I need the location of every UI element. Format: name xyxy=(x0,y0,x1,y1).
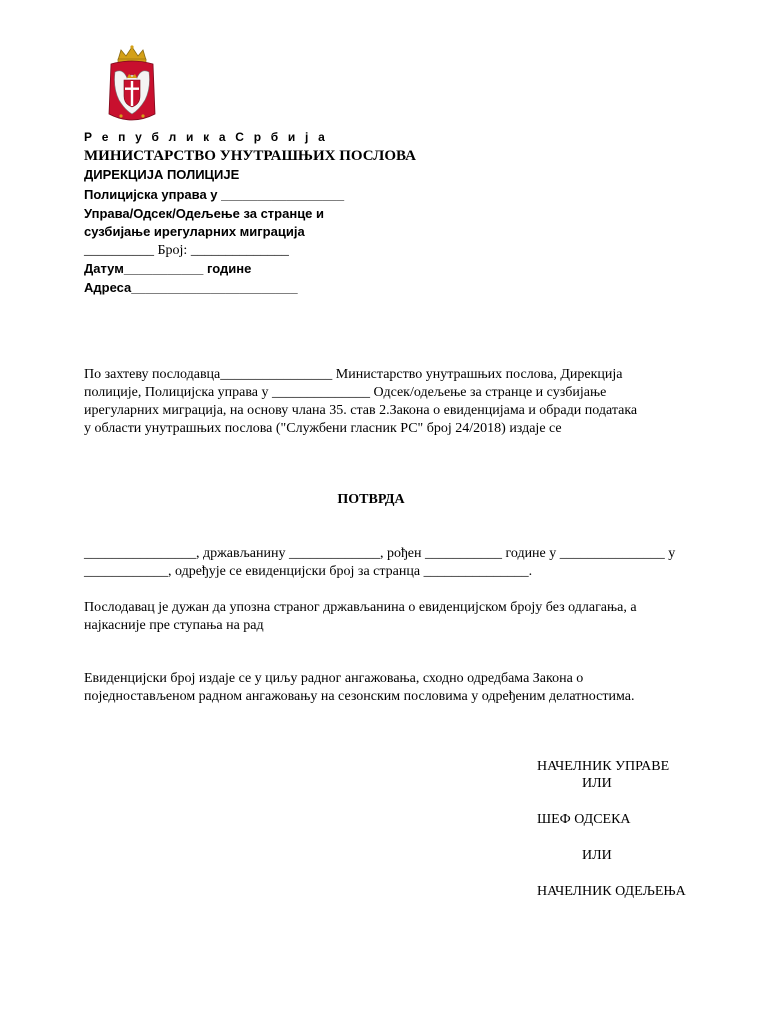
obligation-line: најкасније пре ступања на рад xyxy=(84,618,264,633)
coat-of-arms-icon xyxy=(105,44,159,130)
signature-chief-department: НАЧЕЛНИК ОДЕЉЕЊА xyxy=(537,884,686,899)
republic-label: Р е п у б л и к а С р б и ј а xyxy=(84,130,328,144)
directorate-label: ДИРЕКЦИЈА ПОЛИЦИЈЕ xyxy=(84,167,240,182)
intro-line: у области унутрашњих послова ("Службени гласник РС" број 24/2018) издаје се xyxy=(84,421,562,436)
purpose-paragraph xyxy=(84,670,689,706)
intro-line: По захтеву послодавца________________ Министарство унутрашњих послова, Дирекција xyxy=(84,367,623,382)
obligation-paragraph xyxy=(84,599,689,635)
address-field: Адреса_______________________ xyxy=(84,280,298,295)
obligation-line: Послодавац је дужан да упозна страног држављанина о евиденцијском броју без одлагања, а xyxy=(84,600,637,615)
signature-or-1: ИЛИ xyxy=(582,776,612,791)
purpose-line: поједностављеном радном ангажовању на сезонским пословима у одређеним делатностима. xyxy=(84,689,635,704)
department-label-line2: сузбијање ирегуларних миграција xyxy=(84,224,305,239)
signature-head-section: ШЕФ ОДСЕКА xyxy=(537,812,631,827)
confirmation-line: ____________, одређује се евиденцијски број за странца _______________. xyxy=(84,564,533,579)
police-administration-field: Полицијска управа у _________________ xyxy=(84,187,345,202)
signature-or-2: ИЛИ xyxy=(582,848,612,863)
confirmation-line: ________________, држављанину _____________, рођен ___________ године у _______________ у xyxy=(84,546,676,561)
department-label-line1: Управа/Одсек/Одељење за странце и xyxy=(84,206,325,221)
intro-line: полиције, Полицијска управа у ______________ Одсек/одељење за странце и сузбијање xyxy=(84,385,607,400)
number-field: __________ Број: ______________ xyxy=(84,243,289,258)
purpose-line: Евиденцијски број издаје се у циљу радног ангажовања, сходно одредбама Закона о xyxy=(84,671,584,686)
date-field: Датум___________ године xyxy=(84,261,252,276)
ministry-title: МИНИСТАРСТВО УНУТРАШЊИХ ПОСЛОВА xyxy=(84,148,416,164)
document-title: ПОТВРДА xyxy=(337,492,405,507)
signature-chief-administration: НАЧЕЛНИК УПРАВЕ xyxy=(537,759,670,774)
confirmation-paragraph xyxy=(84,545,689,581)
intro-line: ирегуларних миграција, на основу члана 35. став 2.Закона о евиденцијама и обради података xyxy=(84,403,638,418)
intro-paragraph xyxy=(84,366,689,438)
